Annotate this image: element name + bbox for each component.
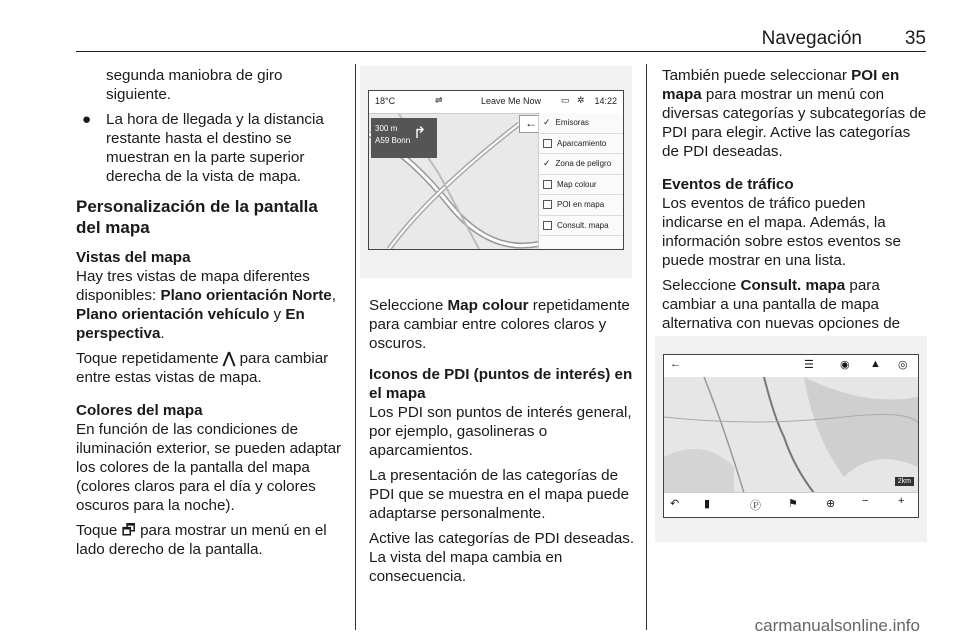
menu-item-label: POI en mapa: [557, 200, 605, 210]
p3-bold: Consult. mapa: [740, 277, 846, 294]
checkbox-icon: [543, 180, 552, 189]
map-toolbar-bottom: [664, 492, 918, 517]
toggle-paragraph: [76, 349, 342, 387]
poi-paragraph-2: La presentación de las categorías de PDI que se muestra en el mapa puede adaptarse personalmente.: [369, 467, 630, 522]
column-divider-1: [355, 64, 356, 630]
p1-post: para mostrar un menú con diversas categorías y subcategorías de PDI para elegir. Active las categorías de PDI deseadas.: [662, 86, 927, 160]
menu-item-label: Map colour: [557, 179, 597, 189]
center-icon[interactable]: ◎: [898, 359, 908, 371]
compass-icon[interactable]: ▲: [870, 358, 881, 370]
map-views-paragraph: [76, 248, 342, 343]
poi-paragraph-3: Active las categorías de PDI deseadas. La vista del mapa cambia en consecuencia.: [369, 530, 635, 585]
column-3: [662, 66, 930, 358]
map-colors-text: En función de las condiciones de iluminación exterior, se pueden adaptar los colores de la pantalla del mapa (colores claros para el día y colores oscuros para la noche).: [76, 421, 342, 514]
menu-item[interactable]: [539, 113, 623, 134]
poi-icon[interactable]: ⊕: [826, 498, 836, 510]
checkbox-icon: [543, 200, 552, 209]
toggle-post: para cambiar entre estas vistas de mapa.: [76, 350, 329, 386]
screenshot-consult-map: [655, 336, 927, 542]
menu-item-label: Zona de peligro: [555, 159, 612, 169]
usb-icon: ⇌: [435, 95, 443, 105]
screenshot-map-menu: [360, 66, 632, 278]
watermark: carmanualsonline.info: [754, 616, 920, 635]
period: .: [160, 325, 165, 342]
column-1: [76, 66, 342, 565]
back-arrow-icon[interactable]: ←: [519, 115, 543, 133]
check-icon: ✓: [543, 117, 551, 128]
mc-pre: Seleccione: [369, 297, 448, 314]
menu-icon: 🗗: [121, 522, 136, 539]
checkbox-icon: [543, 221, 552, 230]
page-header: [76, 22, 926, 52]
menu-item-label: Consult. mapa: [557, 220, 609, 230]
map-colors-paragraph: [76, 401, 342, 515]
zoom-in-icon[interactable]: +: [898, 495, 905, 507]
route-label: Leave Me Now: [481, 96, 542, 106]
undo-icon[interactable]: ↶: [670, 498, 680, 510]
traffic-paragraph: [662, 175, 930, 270]
menu-item[interactable]: [539, 134, 623, 155]
header-rule: [76, 51, 926, 52]
map-screen: [663, 354, 919, 518]
menu-item[interactable]: [539, 175, 623, 196]
poi-text: Los PDI son puntos de interés general, por ejemplo, gasolineras o aparcamientos.: [369, 404, 632, 459]
sep2: y: [269, 306, 286, 323]
toggle-pre: Toque repetidamente: [76, 350, 223, 367]
back-arrow-icon[interactable]: ←: [670, 358, 681, 370]
traffic-heading: Eventos de tráfico: [662, 176, 794, 193]
menu-item[interactable]: [539, 195, 623, 216]
p1-bold: POI en mapa: [662, 67, 900, 103]
poi-paragraph: [369, 365, 635, 460]
p3-pre: Seleccione: [662, 277, 741, 294]
turn-arrow-icon: ↱: [413, 125, 427, 142]
touch-pre: Toque: [76, 522, 122, 539]
poi-heading: Iconos de PDI (puntos de interés) en el mapa: [369, 366, 633, 402]
side-menu: [538, 113, 623, 249]
map-colour-paragraph: [369, 296, 635, 353]
menu-item[interactable]: [539, 154, 623, 175]
map-views-heading: Vistas del mapa: [76, 249, 191, 266]
mc-bold: Map colour: [447, 297, 529, 314]
p3-post: para cambiar a una pantalla de mapa alternativa con nuevas opciones de: [662, 277, 901, 332]
column-2: [369, 296, 635, 592]
fuel-icon[interactable]: ▮: [704, 498, 711, 510]
option-north: Plano orientación Norte: [160, 287, 332, 304]
bullet-dot: ●: [82, 111, 92, 128]
gear-icon: ✲: [577, 95, 585, 105]
maneuver-distance: 300 m: [375, 124, 398, 133]
car-icon[interactable]: ◉: [840, 359, 850, 371]
option-perspective: En perspectiva: [76, 306, 305, 342]
option-vehicle: Plano orientación vehículo: [76, 306, 270, 323]
list-icon[interactable]: ☰: [804, 359, 814, 371]
clock: 14:22: [594, 96, 617, 106]
temperature: 18°C: [375, 96, 396, 106]
column-divider-2: [646, 64, 647, 630]
parking-icon[interactable]: Ⓟ: [750, 500, 761, 512]
zoom-out-icon[interactable]: −: [862, 495, 869, 507]
bullet-item: [76, 110, 342, 186]
check-icon: ✓: [543, 158, 551, 169]
view-toggle-icon: ⋀: [222, 350, 236, 367]
map-views-text: Hay tres vistas de mapa diferentes disponibles:: [76, 268, 310, 304]
touch-paragraph: [76, 521, 342, 559]
status-bar: [369, 91, 623, 114]
map-colors-heading: Colores del mapa: [76, 402, 203, 419]
maneuver-road: A59 Bonn: [375, 136, 411, 145]
traffic-icon[interactable]: ⚑: [788, 498, 798, 510]
menu-item-label: Emisoras: [555, 118, 589, 128]
page-number: 35: [904, 28, 926, 49]
traffic-text: Los eventos de tráfico pueden indicarse en el mapa. Además, la información sobre estos eventos se puede mostrar en una lista.: [662, 195, 901, 269]
terrain-map: [664, 377, 918, 493]
menu-item-label: Aparcamiento: [557, 138, 607, 148]
phone-icon: ▭: [561, 95, 570, 105]
checkbox-icon: [543, 139, 552, 148]
section-heading: Personalización de la pantalla del mapa: [76, 197, 318, 237]
menu-item[interactable]: [539, 216, 623, 237]
nav-screen: [368, 90, 624, 250]
sep1: ,: [331, 287, 336, 304]
section-title: Navegación: [761, 28, 862, 49]
map-toolbar-top: [664, 355, 918, 378]
touch-post: para mostrar un menú en el lado derecho de la pantalla.: [76, 522, 327, 558]
scale-badge: 2km: [895, 477, 914, 486]
continued-text: segunda maniobra de giro siguiente.: [106, 67, 283, 103]
maneuver-panel: [375, 123, 410, 147]
bullet-text: La hora de llegada y la distancia restante hasta el destino se muestran en la parte superior derecha de la vista de mapa.: [106, 111, 324, 185]
p1-pre: También puede seleccionar: [662, 67, 852, 84]
mc-post: repetidamente para cambiar entre colores claros y oscuros.: [369, 297, 630, 352]
poi-menu-paragraph: [662, 66, 930, 161]
